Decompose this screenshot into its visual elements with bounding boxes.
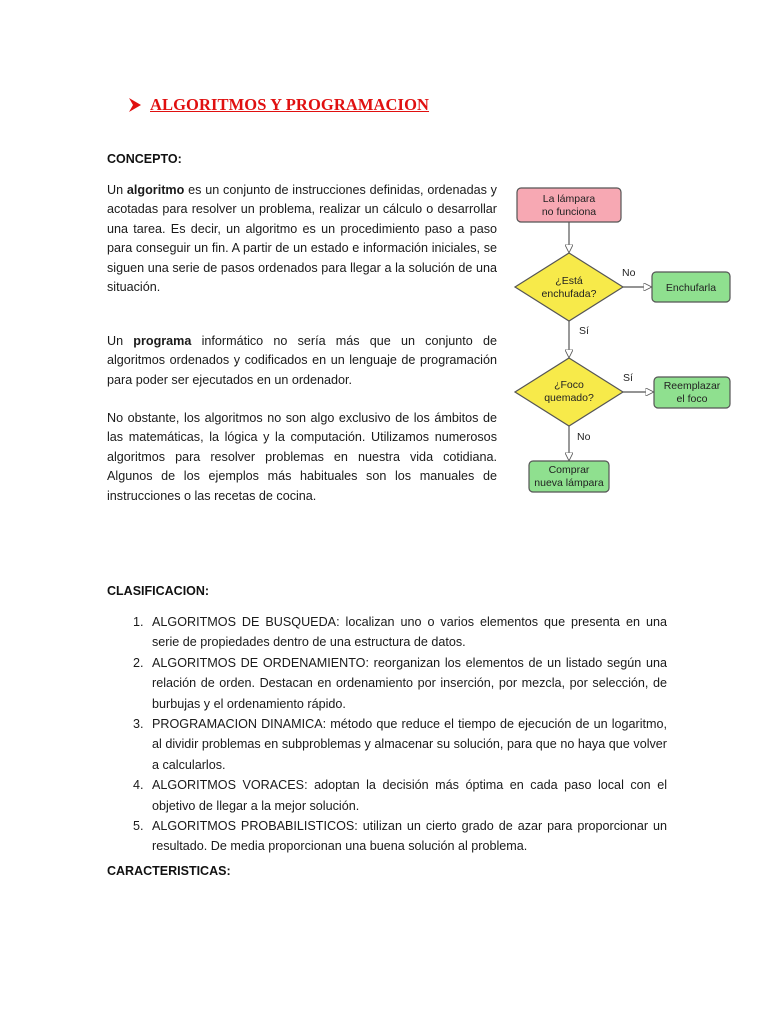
algoritmo-term: algoritmo (126, 183, 185, 197)
flowchart-q2-yes-label: Sí (623, 372, 633, 384)
flowchart-replace-label-1: Reemplazar (663, 380, 721, 392)
flowchart-start-label-2: no funciona (541, 206, 597, 218)
flowchart-decision-plugged (515, 253, 623, 321)
document-title-row (128, 93, 429, 117)
list-item: 3. PROGRAMACION DINAMICA: método que reduce el tiempo de ejecución de un logaritmo, al dividir problemas en subproblemas y almacenar su solución, para que no haya que volver a calcularlos. (133, 717, 667, 772)
list-item: 5. ALGORITMOS PROBABILISTICOS: utilizan un cierto grado de azar para proporcionar un resultado. De media proporcionan una buena solución al problema. (133, 819, 667, 854)
flowchart-end-label-1: Comprar (548, 464, 590, 476)
caracteristicas-heading: CARACTERISTICAS: (107, 864, 231, 878)
flowchart-action-plug-in-label: Enchufarla (665, 282, 717, 294)
flowchart-replace-label-2: el foco (676, 393, 708, 405)
concepto-heading: CONCEPTO: (107, 152, 182, 166)
clasificacion-heading: CLASIFICACION: (107, 584, 210, 598)
flowchart-q2-no-label: No (577, 431, 591, 443)
clasificacion-list (107, 612, 667, 857)
list-item: 1. ALGORITMOS DE BUSQUEDA: localizan uno o varios elementos que presenta en una serie de propiedades dentro de una estructura de datos. (133, 615, 667, 650)
flowchart-q2-label-2: quemado? (544, 392, 594, 404)
list-item: 4. ALGORITMOS VORACES: adoptan la decisión más óptima en cada paso local con el objetivo de llegar a la mejor solución. (133, 778, 667, 813)
arrow-bullet-icon (128, 97, 142, 113)
flowchart-q1-no-label: No (622, 267, 636, 279)
flowchart-start-label-1: La lámpara (542, 193, 596, 205)
concepto-paragraph-1: Un algoritmo es un conjunto de instrucciones definidas, ordenadas y acotadas para resolver un problema, realizar un cálculo o desarrollar una tarea. Es decir, un algoritmo es un procedimiento paso a paso para conseguir un fin. A partir de un estado e información iniciales, se siguen una serie de pasos ordenados para llegar a la solución de una situación. (107, 183, 497, 295)
document-title: ALGORITMOS Y PROGRAMACION (150, 95, 430, 114)
concepto-paragraph-2: Un programa informático no sería más que un conjunto de algoritmos ordenados y codificados en un lenguaje de programación para poder ser ejecutados en un ordenador. (107, 334, 497, 387)
flowchart-q1-yes-label: Sí (579, 325, 589, 337)
concepto-paragraph-3: No obstante, los algoritmos no son algo exclusivo de los ámbitos de las matemáticas, la lógica y la computación. Utilizamos numerosos algoritmos para resolver problemas en nuestra vida cotidiana. Algunos de los ejemplos más habituales son los manuales de instrucciones o las recetas de cocina. (107, 411, 497, 503)
programa-term: programa (133, 334, 192, 348)
lamp-flowchart (500, 180, 750, 500)
list-item: 2. ALGORITMOS DE ORDENAMIENTO: reorganizan los elementos de un listado según una relación de orden. Destacan en ordenamiento por inserción, por mezcla, por selección, de burbujas y el ordenamiento rápido. (133, 655, 667, 711)
flowchart-q1-label-1: ¿Está (555, 275, 583, 287)
flowchart-end-label-2: nueva lámpara (534, 477, 604, 489)
flowchart-q1-label-2: enchufada? (541, 288, 597, 300)
flowchart-q2-label-1: ¿Foco (554, 379, 584, 391)
